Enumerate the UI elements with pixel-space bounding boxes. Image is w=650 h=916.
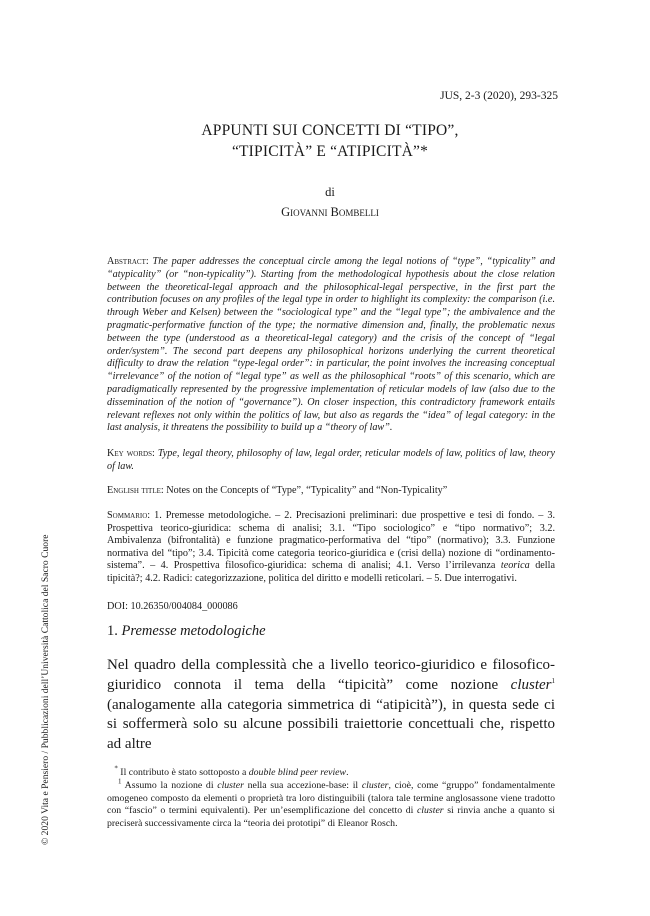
title-line-2: “TIPICITÀ” E “ATIPICITÀ”* <box>231 143 429 160</box>
footnote-1-c: , cioè, come “gruppo” fondamentalmente omogeneo composto da elementi o proprietà tra loro distinguibili (talora tale termine anglosassone viene tradotto con “fascio” o termini equivalenti). Per un’esemplificazione del concetto di <box>107 780 555 817</box>
english-title-label: English title: <box>107 485 164 496</box>
footnote-1-italic-2: cluster <box>361 780 389 791</box>
doi: DOI: 10.26350/004084_000086 <box>107 601 238 612</box>
footnote-1-italic-1: cluster <box>217 780 244 791</box>
byline-di: di <box>325 185 335 199</box>
section-heading <box>107 623 266 640</box>
footnote-1-mark: 1 <box>118 777 122 786</box>
keywords-label: Key words: <box>107 448 155 459</box>
footnote-star-a: Il contributo è stato sottoposto a <box>117 767 249 778</box>
body-paragraph <box>107 656 555 755</box>
body-text-italic: cluster <box>510 676 552 693</box>
footnote-1-a: Assumo la nozione di <box>121 780 218 791</box>
journal-citation: JUS, 2-3 (2020), 293-325 <box>440 90 558 102</box>
footnote-star-mark: * <box>114 764 118 773</box>
footnote-1-d: si rinvia anche a quanto si preciserà successivamente circa la “teoria dei prototipi” di Eleanor Rosch. <box>107 805 555 829</box>
abstract-label: Abstract: <box>107 256 149 267</box>
sommario-text-b: della tipicità?; 4.2. Radici: categorizzazione, politica del diritto e modelli reticolari. – 5. Due interrogativi. <box>107 560 555 584</box>
sommario-label: Sommario: <box>107 510 151 521</box>
keywords-text: Type, legal theory, philosophy of law, legal order, reticular models of law, politics of law, theory of law. <box>107 448 555 472</box>
copyright-sidebar: © 2020 Vita e Pensiero / Pubblicazioni dell’Università Cattolica del Sacro Cuore <box>40 534 51 845</box>
footnote-star-b: . <box>346 767 349 778</box>
section-title: Premesse metodologiche <box>121 623 266 639</box>
english-title <box>107 485 555 498</box>
body-text-a: Nel quadro della complessità che a livello teorico-giuridico e filosofico-giuridico connota il tema della “tipicità” come nozione <box>107 657 555 693</box>
footnote-1-italic-3: cluster <box>416 805 444 817</box>
footnote-star <box>107 764 555 780</box>
footnote-1 <box>107 777 555 830</box>
sommario-text-a: 1. Premesse metodologiche. – 2. Precisazioni preliminari: due prospettive e tesi di fondo. – 3. Prospettiva teorico-giuridica: schema di analisi; 3.1. “Tipo sociologico” e “tipo normativo”; 3.2. Ambivalenza (bifrontalità) e funzione pragmatico-performativa del “tipo” (normativo); 3.3. Funzione normativa del “tipo”; 3.4. Tipicità come categoria teorico-giuridica e (crisi della) nozione di “ordinamento-sistema”. – 4. Prospettiva filosofico-giuridica: schema di analisi; 4.1. Verso l’irrilevanza <box>107 510 555 572</box>
footnote-star-italic: double blind peer review <box>248 767 347 778</box>
sommario-text-italic: teorica <box>500 560 530 572</box>
body-text-b: (analogamente alla categoria simmetrica di “atipicità”), in questa sede ci si soffermerà solo su alcune possibili traiettorie concettuali che, rispetto ad altre <box>107 696 555 753</box>
abstract-text: The paper addresses the conceptual circle among the legal notions of “type”, “typicality” and “atypicality” (or “non-typicality”). Starting from the methodological hypothesis about the close relation between the theoretical-legal approach and the philosophical-legal perspective, in the first part the contribution focuses on any profiles of the legal type in order to highlight its complexity: the comparison (i.e. through Weber and Kelsen) between the “sociological type” and the “legal type”; the ambivalence and the pragmatic-performative function of the type; the normative dimension and, finally, the problematic nexus between the type (understood as a theoretical-legal category) and the crisis of the concept of “legal order/system”. The second part deepens any philosophical horizons underlying the current theoretical difficulty to draw the relation “type-legal order”: in particular, the point involves the increasing conceptual “irrelevance” of the notion of “legal type” as well as the philosophical “roots” of this scenario, which are paradigmatically represented by the progressive implementation of reticular models of law (also due to the dissemination of the notion of “governance”). On closer inspection, this contradictory framework entails relevant reflexes not only within the politics of law, but also as regards the “idea” of legal category: in the last analysis, it threatens the possibility to build up a “theory of law”. <box>107 256 555 434</box>
sommario <box>107 510 555 586</box>
section-number: 1. <box>107 623 118 639</box>
footnote-1-b: nella sua accezione-base: il <box>243 780 362 791</box>
author-name: Giovanni Bombelli <box>281 205 379 219</box>
english-title-text: Notes on the Concepts of “Type”, “Typicality” and “Non-Typicality” <box>166 485 448 496</box>
article-title <box>100 120 560 162</box>
keywords <box>107 448 555 474</box>
footnote-ref-1: 1 <box>551 676 555 685</box>
abstract <box>107 256 555 435</box>
title-line-1: APPUNTI SUI CONCETTI DI “TIPO”, <box>201 122 459 139</box>
